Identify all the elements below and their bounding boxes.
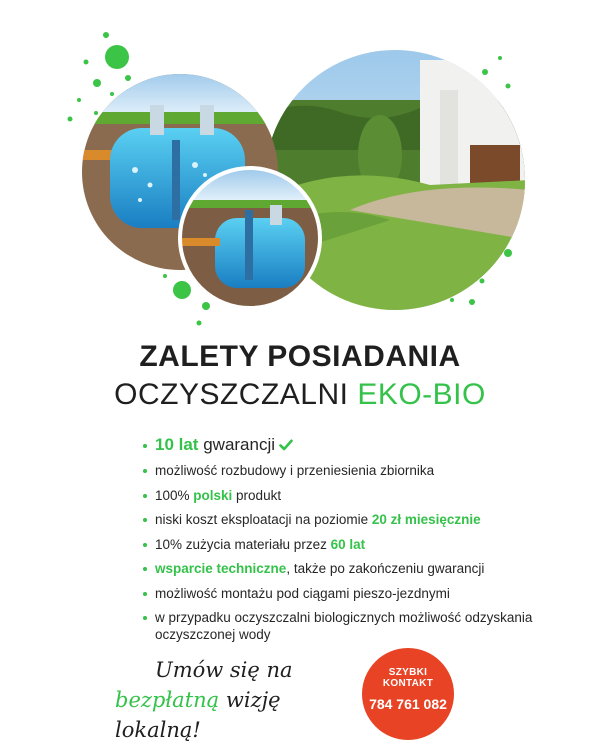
invitation-line-2-text: wizję lokalną!	[115, 688, 281, 742]
heading-line-1: ZALETY POSIADANIA	[139, 340, 461, 373]
benefit-prefix: 100%	[155, 487, 194, 503]
list-item	[143, 560, 543, 577]
benefit-suffix: , także po zakończeniu gwarancji	[286, 561, 485, 576]
list-item	[143, 435, 543, 456]
hero-illustration	[0, 0, 600, 330]
heading-line-2	[0, 378, 600, 412]
list-item	[143, 487, 543, 504]
benefit-accent: wsparcie techniczne	[155, 561, 287, 576]
benefit-text: gwarancji	[198, 435, 276, 454]
free-accent: bezpłatną	[115, 688, 220, 712]
benefit-text: możliwość montażu pod ciągami pieszo-jezdnymi	[155, 585, 450, 601]
contact-label-1: SZYBKI	[388, 667, 428, 678]
list-item	[143, 462, 543, 479]
list-item	[143, 609, 543, 643]
benefit-text: w przypadku oczyszczalni biologicznych możliwość odzyskania oczyszczonej wody	[155, 610, 533, 642]
brand-name: EKO-BIO	[357, 378, 486, 411]
benefit-text: możliwość rozbudowy i przeniesienia zbiornika	[155, 463, 435, 478]
benefit-accent: 10 lat	[155, 435, 199, 454]
contact-phone[interactable]: 784 761 082	[369, 696, 447, 712]
list-item	[143, 511, 543, 528]
visit-invitation	[115, 655, 360, 745]
list-item	[143, 536, 543, 553]
invitation-line-1: Umów się na	[155, 658, 293, 682]
page-heading	[0, 340, 600, 412]
benefit-accent: 60 lat	[330, 536, 366, 552]
benefit-prefix: 10% zużycia materiału przez	[155, 536, 331, 552]
list-item	[143, 585, 543, 602]
invitation-line-2	[115, 688, 281, 742]
benefit-accent: 20 zł miesięcznie	[371, 512, 481, 527]
benefit-suffix: produkt	[232, 487, 282, 503]
benefit-prefix: niski koszt eksploatacji na poziomie	[155, 512, 372, 527]
benefits-list	[143, 435, 543, 651]
benefit-accent: polski	[193, 487, 233, 503]
quick-contact-badge[interactable]	[362, 648, 454, 740]
contact-label-2: KONTAKT	[382, 678, 434, 689]
check-icon	[279, 436, 293, 456]
heading-line-2-prefix: OCZYSZCZALNI	[114, 378, 358, 411]
